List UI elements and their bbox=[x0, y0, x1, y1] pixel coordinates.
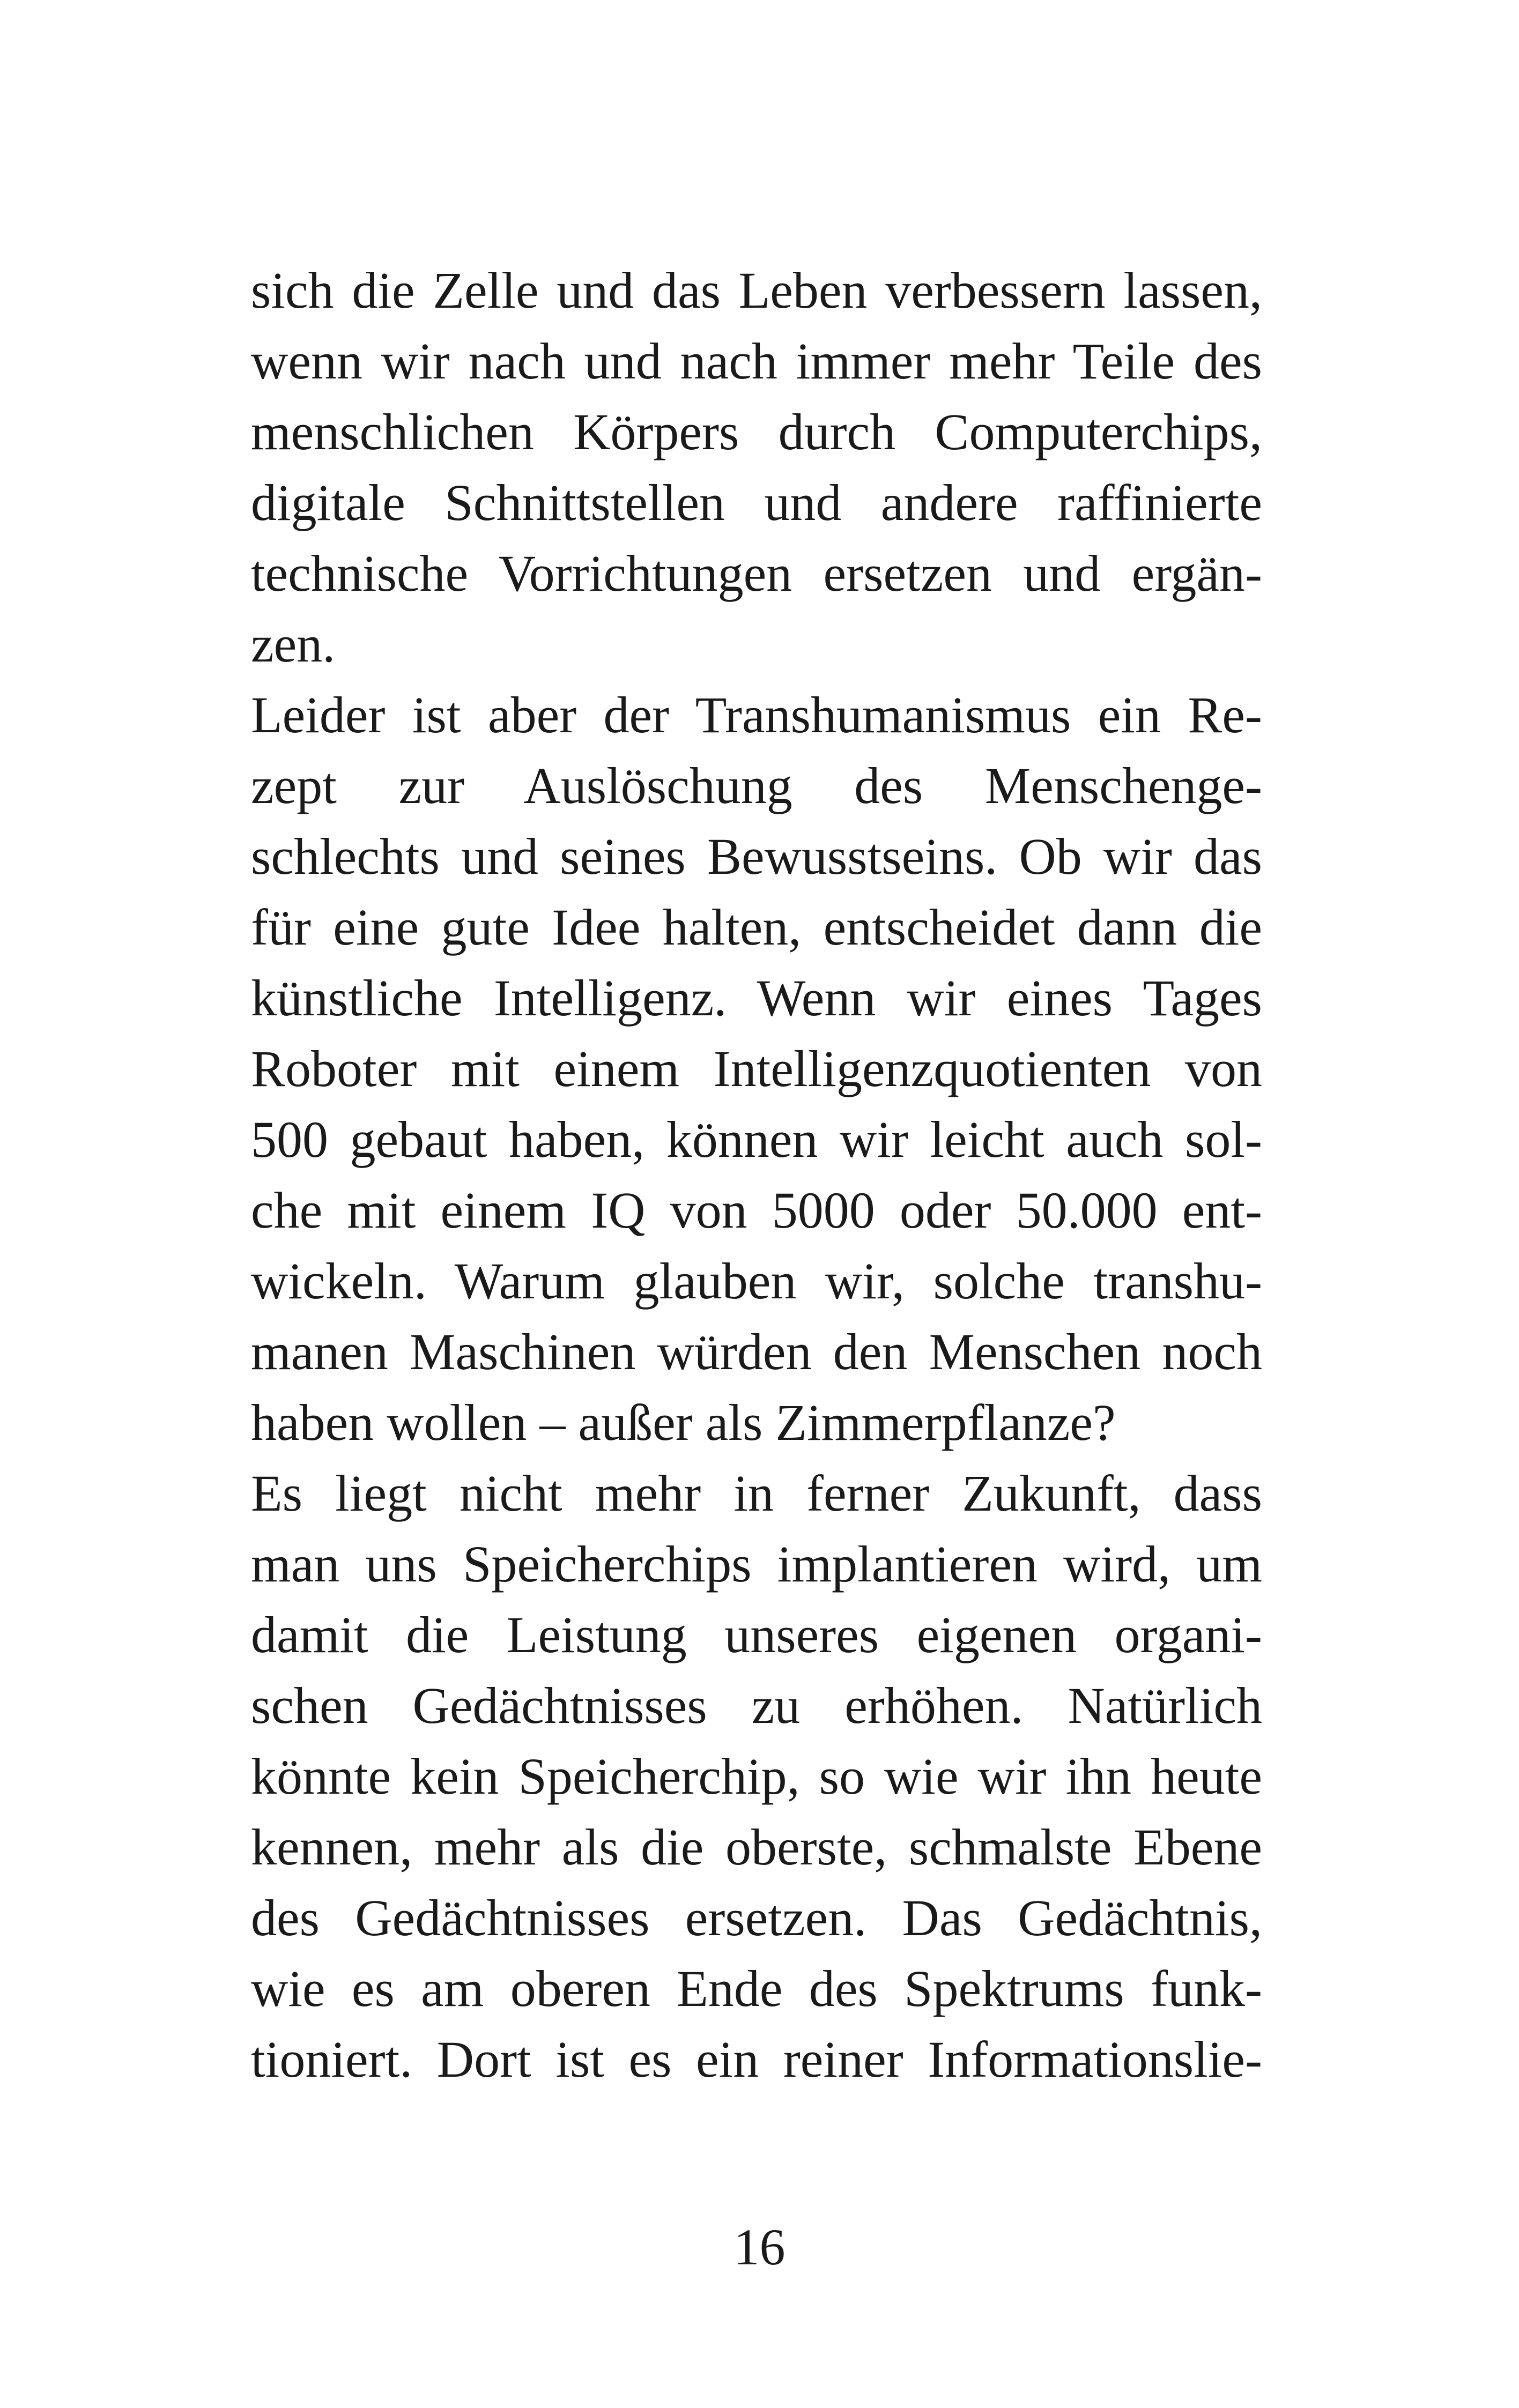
text-line: könnte kein Speicherchip, so wie wir ihn heute bbox=[251, 1748, 1262, 1805]
text-line: des Gedächtnisses ersetzen. Das Gedächtnis, bbox=[251, 1889, 1262, 1946]
text-line: man uns Speicherchips implantieren wird, um bbox=[251, 1535, 1262, 1593]
paragraph-2 bbox=[251, 680, 1262, 1458]
text-line: sich die Zelle und das Leben verbessern lassen, bbox=[251, 262, 1262, 319]
text-line: tioniert. Dort ist es ein reiner Informationslie- bbox=[251, 2031, 1262, 2088]
text-line: Es liegt nicht mehr in ferner Zukunft, dass bbox=[251, 1465, 1262, 1522]
text-line: Leider ist aber der Transhumanismus ein Re- bbox=[251, 686, 1262, 744]
page-number: 16 bbox=[733, 2218, 786, 2276]
body-text bbox=[251, 255, 1262, 2095]
text-line: künstliche Intelligenz. Wenn wir eines Tages bbox=[251, 969, 1262, 1027]
text-line: zept zur Auslöschung des Menschenge- bbox=[251, 757, 1262, 814]
text-line: kennen, mehr als die oberste, schmalste Ebene bbox=[251, 1818, 1262, 1876]
paragraph-3 bbox=[251, 1458, 1262, 2095]
text-line: menschlichen Körpers durch Computerchips, bbox=[251, 403, 1262, 460]
paragraph-1 bbox=[251, 255, 1262, 680]
text-line: schlechts und seines Bewusstseins. Ob wir das bbox=[251, 828, 1262, 885]
text-line: wie es am oberen Ende des Spektrums funk- bbox=[251, 1960, 1262, 2017]
text-line: schen Gedächtnisses zu erhöhen. Natürlich bbox=[251, 1677, 1262, 1734]
text-line: 500 gebaut haben, können wir leicht auch sol- bbox=[251, 1111, 1262, 1168]
text-line: wenn wir nach und nach immer mehr Teile des bbox=[251, 332, 1262, 390]
text-line: wickeln. Warum glauben wir, solche transhu- bbox=[251, 1252, 1262, 1310]
text-line: Roboter mit einem Intelligenzquotienten von bbox=[251, 1040, 1262, 1097]
text-line: digitale Schnittstellen und andere raffinierte bbox=[251, 474, 1262, 531]
text-line: zen. bbox=[251, 615, 336, 673]
text-line: damit die Leistung unseres eigenen organi- bbox=[251, 1606, 1262, 1663]
text-line: für eine gute Idee halten, entscheidet dann die bbox=[251, 898, 1262, 956]
text-line: technische Vorrichtungen ersetzen und ergän- bbox=[251, 545, 1262, 602]
text-line: che mit einem IQ von 5000 oder 50.000 ent- bbox=[251, 1181, 1262, 1239]
text-line: haben wollen – außer als Zimmerpflanze? bbox=[251, 1394, 1116, 1451]
text-line: manen Maschinen würden den Menschen noch bbox=[251, 1323, 1262, 1380]
